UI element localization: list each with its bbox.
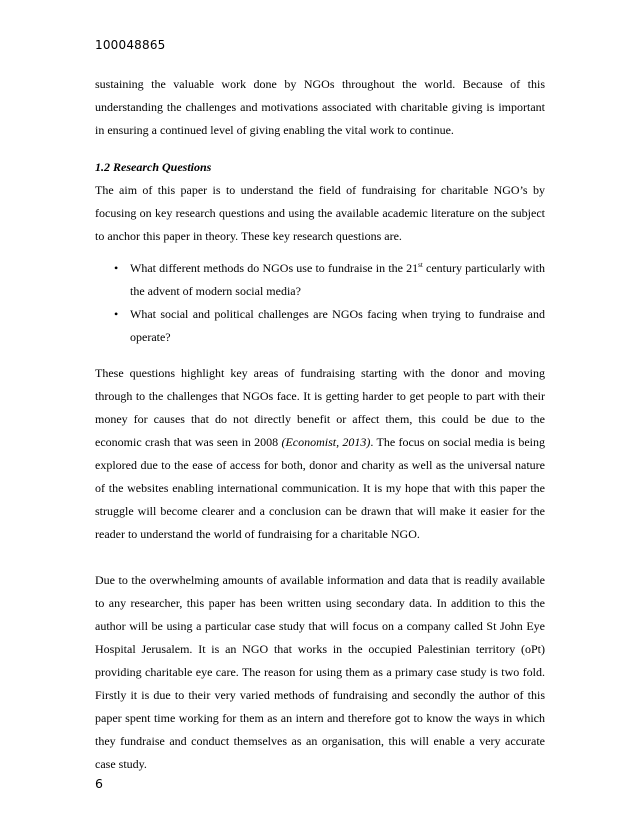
section-intro-paragraph: The aim of this paper is to understand the field of fundraising for charitable NGO’s by focusing on key research questions and using the available academic literature on the subject to anchor this paper in theory. These key research questions are. [95,183,545,243]
question-1-text-cont: century particularly with the advent of modern social media? [130,261,546,298]
document-id: 100048865 [95,38,166,52]
list-item [95,257,545,303]
question-1-text: What different methods do NGOs use to fundraise in the 21 [130,261,419,275]
ordinal-suffix: st [418,261,423,269]
intro-paragraph: sustaining the valuable work done by NGOs throughout the world. Because of this understanding the challenges and motivations associated with charitable giving is important in ensuring a continued level of giving enabling the vital work to continue. [95,77,545,137]
bullet-icon: • [114,307,119,321]
question-2-text: What social and political challenges are NGOs facing when trying to fundraise and operate? [130,307,545,344]
discussion-paragraph [95,362,545,546]
list-item [95,303,545,349]
page-body [95,73,545,776]
citation: (Economist, 2013) [281,435,371,449]
bullet-icon: • [114,261,119,275]
research-questions-list [95,257,545,349]
discussion-text: These questions highlight key areas of fundraising starting with the donor and moving through to the challenges that NGOs face. It is getting harder to get people to part with their money for causes that do not directly benefit or affect them, this could be due to the economic crash that was seen in 2008 [95,366,545,449]
section-heading: 1.2 Research Questions [95,160,212,174]
page-number: 6 [95,776,103,791]
discussion-text-cont: . The focus on social media is being explored due to the ease of access for both, donor and charity as well as the universal nature of the websites enabling international communication. It is my hope that with this paper the struggle will become clearer and a conclusion can be drawn that will make it easier for the reader to understand the world of fundraising for a charitable NGO. [95,435,546,541]
methodology-paragraph: Due to the overwhelming amounts of available information and data that is readily available to any researcher, this paper has been written using secondary data. In addition to this the author will be using a particular case study that will focus on a company called St John Eye Hospital Jerusalem. It is an NGO that works in the occupied Palestinian territory (oPt) providing charitable eye care. The reason for using them as a primary case study is two fold. Firstly it is due to their very varied methods of fundraising and secondly the author of this paper spent time working for them as an intern and therefore got to know the ways in which they fundraise and conduct themselves as an organisation, this will enable a very accurate case study. [95,573,545,771]
